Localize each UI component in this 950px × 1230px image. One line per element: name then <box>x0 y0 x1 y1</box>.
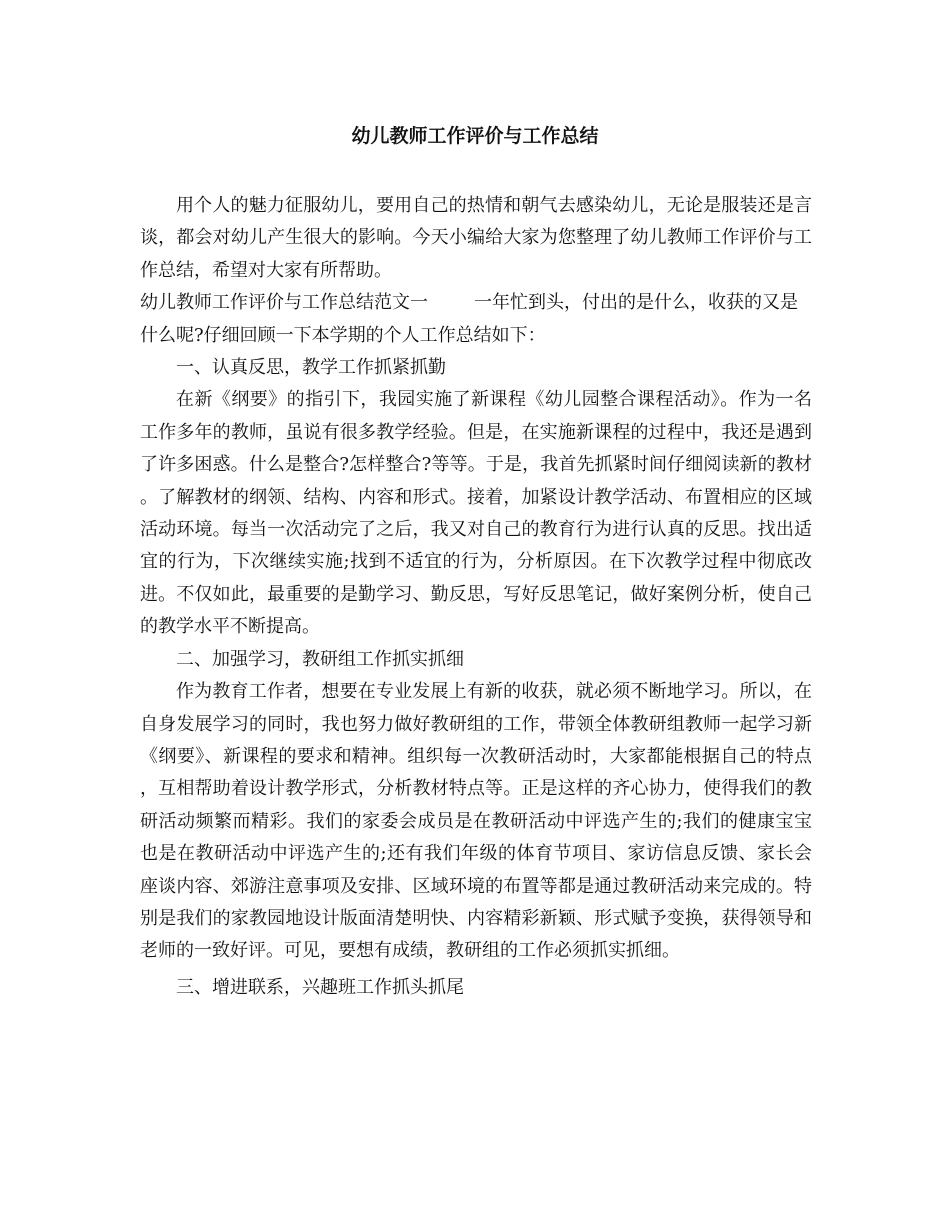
document-body <box>140 190 812 1004</box>
intro-paragraph: 用个人的魅力征服幼儿，要用自己的热情和朝气去感染幼儿，无论是服装还是言谈，都会对幼儿产生很大的影响。今天小编给大家为您整理了幼儿教师工作评价与工作总结，希望对大家有所帮助。 <box>140 195 812 281</box>
sample-heading-line <box>140 287 812 319</box>
section-2-paragraph: 作为教育工作者，想要在专业发展上有新的收获，就必须不断地学习。所以，在自身发展学习的同时，我也努力做好教研组的工作，带领全体教研组教师一起学习新《纲要》、新课程的要求和精神。组织每一次教研活动时，大家都能根据自己的特点，互相帮助着设计教学形式，分析教材特点等。正是这样的齐心协力，使得我们的教研活动频繁而精彩。我们的家委会成员是在教研活动中评选产生的;我们的健康宝宝也是在教研活动中评选产生的;还有我们年级的体育节项目、家访信息反馈、家长会座谈内容、郊游注意事项及安排、区域环境的布置等都是通过教研活动来完成的。特别是我们的家教园地设计版面清楚明快、内容精彩新颖、形式赋予变换，获得领导和老师的一致好评。可见，要想有成绩，教研组的工作必须抓实抓细。 <box>140 681 812 962</box>
sample-lead-text: 一年忙到头，付出的是什么，收获的又是 <box>474 292 798 314</box>
sample-label: 幼儿教师工作评价与工作总结范文一 <box>140 292 428 314</box>
section-heading-3: 三、增进联系，兴趣班工作抓头抓尾 <box>176 976 464 998</box>
section-heading-1: 一、认真反思，教学工作抓紧抓勤 <box>176 357 446 379</box>
section-heading-2: 二、加强学习，教研组工作抓实抓细 <box>176 648 464 670</box>
section-1-paragraph: 在新《纲要》的指引下，我园实施了新课程《幼儿园整合课程活动》。作为一名工作多年的教师，虽说有很多教学经验。但是，在实施新课程的过程中，我还是遇到了许多困惑。什么是整合?怎样整合?等等。于是，我首先抓紧时间仔细阅读新的教材。了解教材的纲领、结构、内容和形式。接着，加紧设计教学活动、布置相应的区域活动环境。每当一次活动完了之后，我又对自己的教育行为进行认真的反思。找出适宜的行为，下次继续实施;找到不适宜的行为，分析原因。在下次教学过程中彻底改进。不仅如此，最重要的是勤学习、勤反思，写好反思笔记，做好案例分析，使自己的教学水平不断提高。 <box>140 389 812 638</box>
sample-lead-continuation: 什么呢?仔细回顾一下本学期的个人工作总结如下： <box>140 324 546 346</box>
document-title: 幼儿教师工作评价与工作总结 <box>351 125 599 147</box>
